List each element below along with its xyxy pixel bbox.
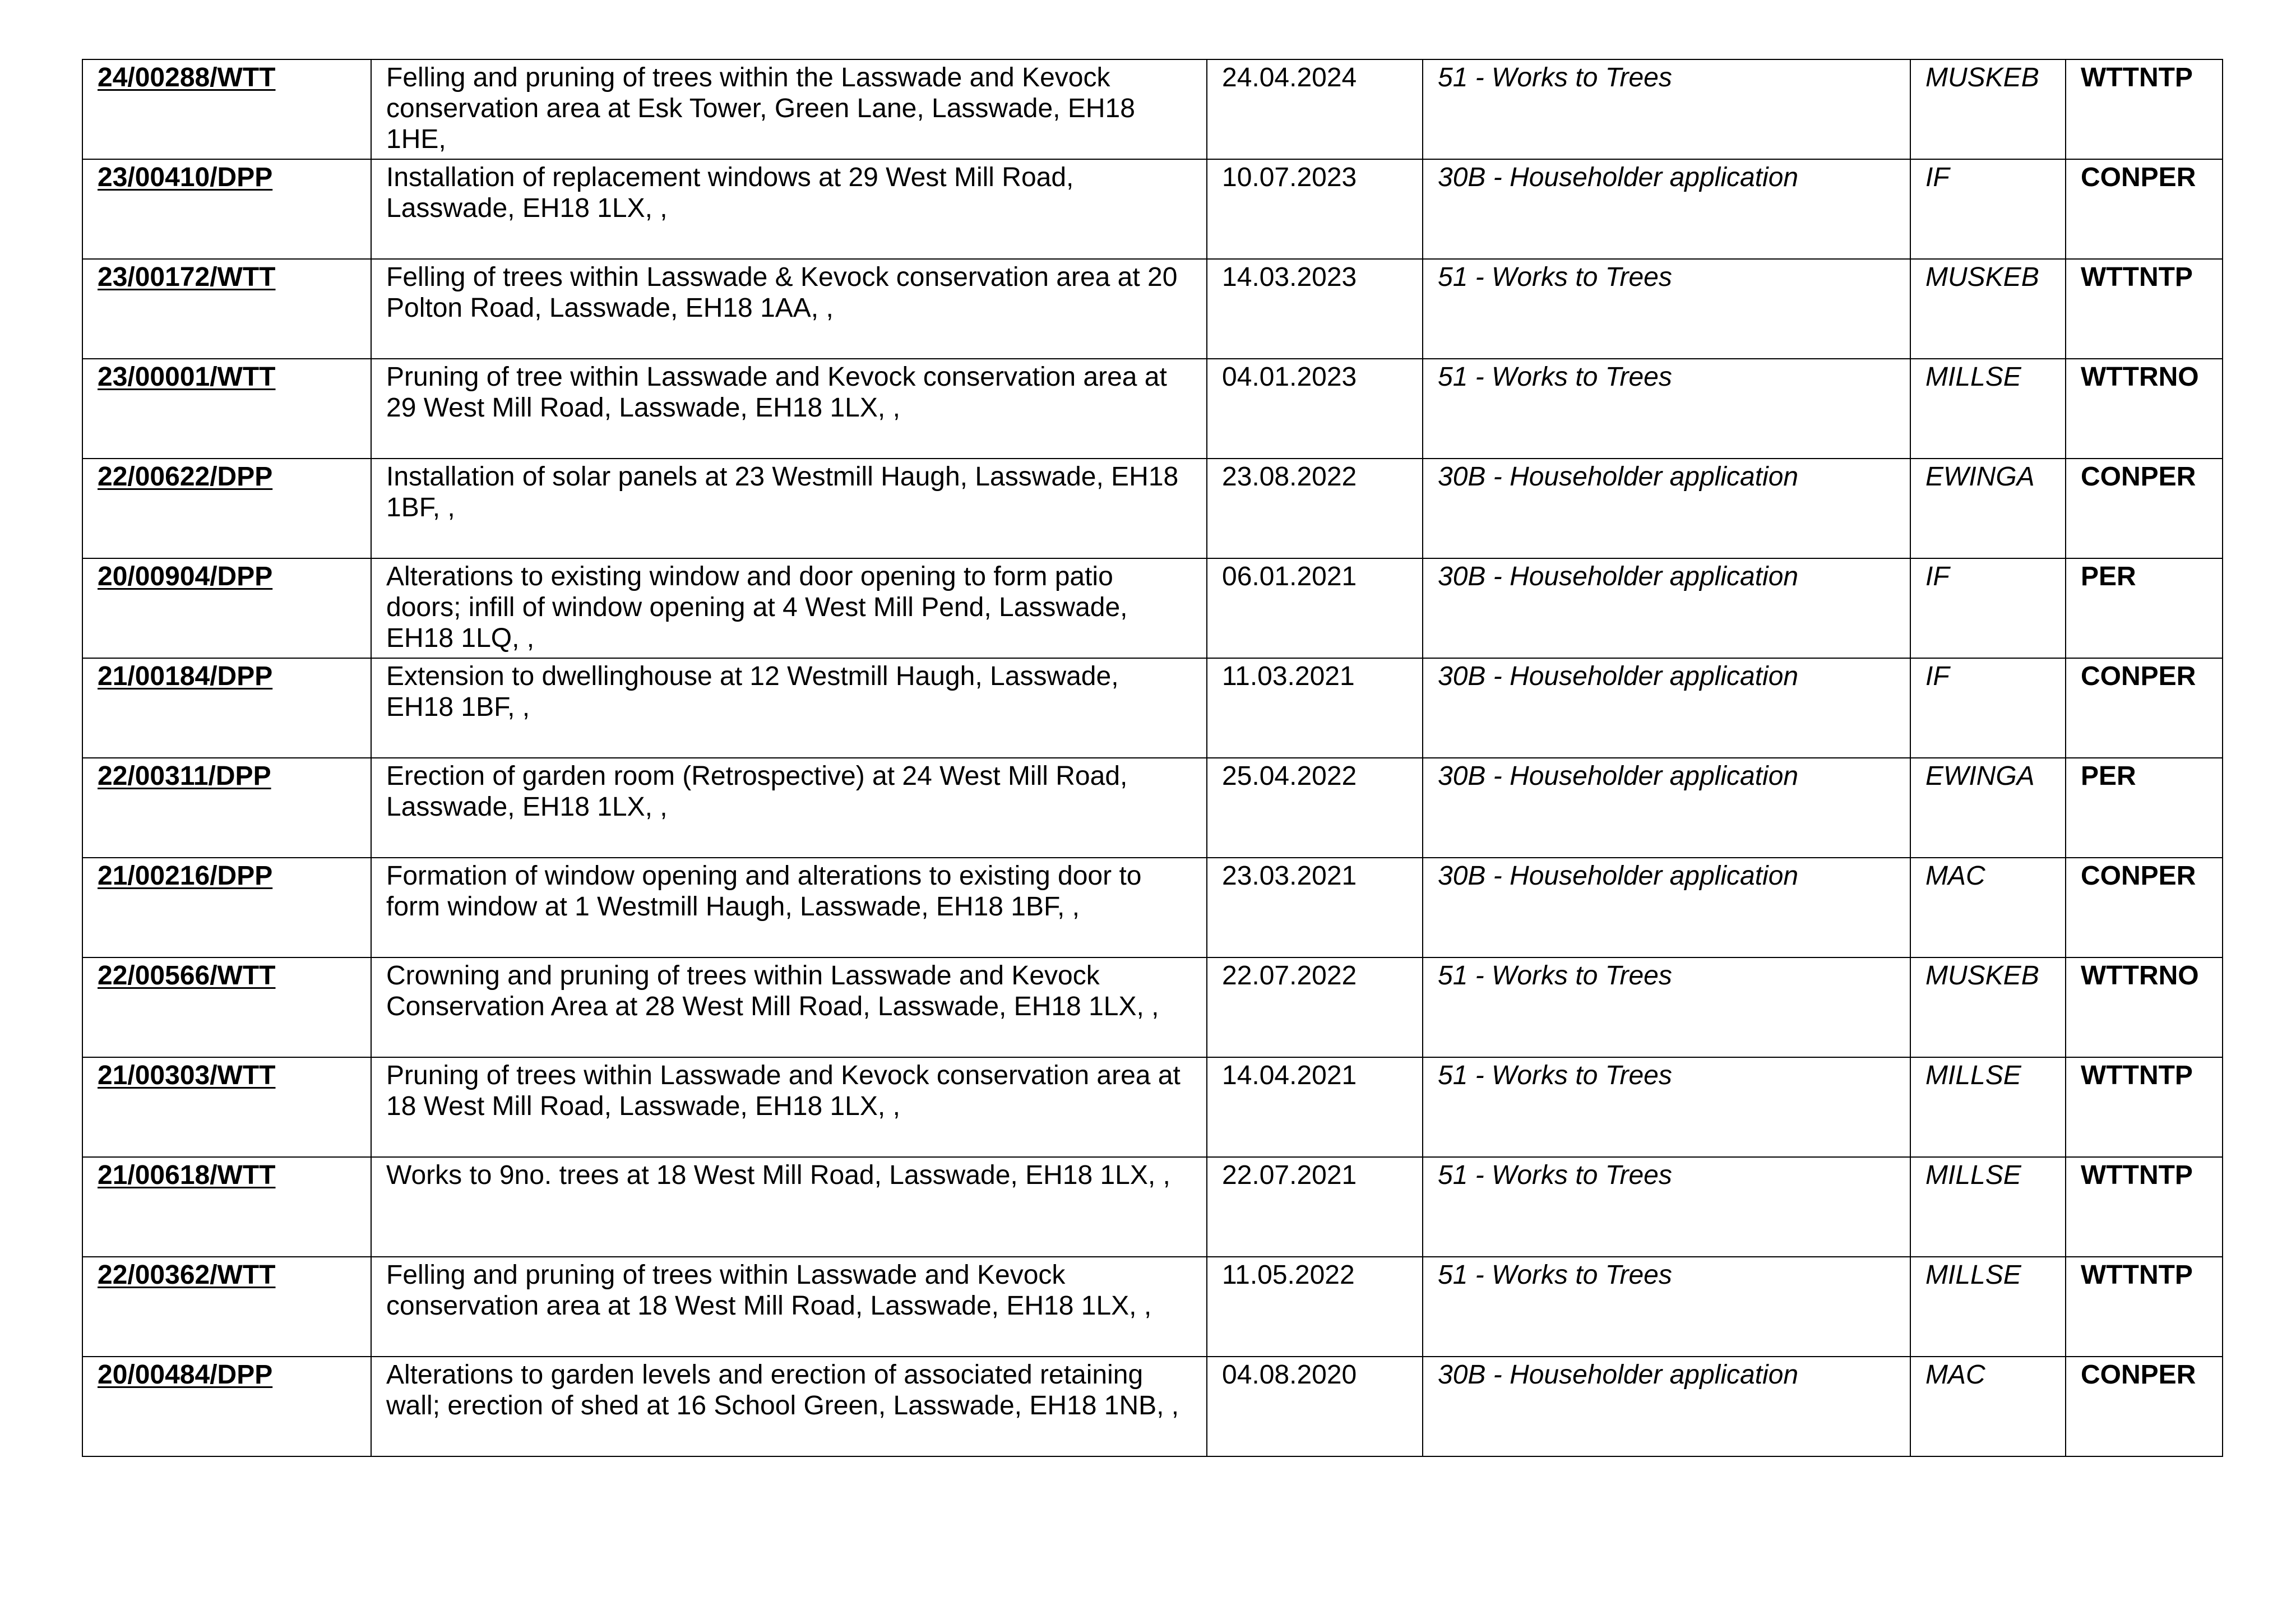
- date-cell: 14.04.2021: [1207, 1057, 1423, 1157]
- application-reference-link[interactable]: 23/00001/WTT: [98, 362, 276, 392]
- application-reference-link[interactable]: 22/00566/WTT: [98, 961, 276, 991]
- decision-cell: WTTNTP: [2066, 1157, 2223, 1257]
- table-row: [82, 758, 2223, 858]
- officer-cell: EWINGA: [1910, 758, 2066, 858]
- officer-cell: MILLSE: [1910, 359, 2066, 459]
- description-cell: Crowning and pruning of trees within Lasswade and Kevock Conservation Area at 28 West Mill Road, Lasswade, EH18 1LX, ,: [371, 957, 1207, 1057]
- reference-cell: [82, 359, 371, 459]
- date-cell: 11.05.2022: [1207, 1257, 1423, 1357]
- application-type-cell: 51 - Works to Trees: [1423, 1257, 1910, 1357]
- decision-cell: WTTRNO: [2066, 359, 2223, 459]
- date-cell: 25.04.2022: [1207, 758, 1423, 858]
- description-cell: Felling of trees within Lasswade & Kevock conservation area at 20 Polton Road, Lasswade, EH18 1AA, ,: [371, 259, 1207, 359]
- table-row: [82, 1257, 2223, 1357]
- officer-cell: MAC: [1910, 1357, 2066, 1456]
- table-row: [82, 558, 2223, 658]
- table-body: [82, 59, 2223, 1456]
- date-cell: 04.01.2023: [1207, 359, 1423, 459]
- decision-cell: CONPER: [2066, 858, 2223, 957]
- date-cell: 14.03.2023: [1207, 259, 1423, 359]
- application-reference-link[interactable]: 21/00216/DPP: [98, 861, 273, 891]
- date-cell: 04.08.2020: [1207, 1357, 1423, 1456]
- application-reference-link[interactable]: 22/00622/DPP: [98, 462, 273, 492]
- table-row: [82, 259, 2223, 359]
- decision-cell: WTTNTP: [2066, 1057, 2223, 1157]
- decision-cell: WTTNTP: [2066, 59, 2223, 159]
- application-reference-link[interactable]: 23/00410/DPP: [98, 163, 273, 192]
- decision-cell: WTTNTP: [2066, 1257, 2223, 1357]
- table-row: [82, 59, 2223, 159]
- application-type-cell: 51 - Works to Trees: [1423, 59, 1910, 159]
- application-reference-link[interactable]: 21/00184/DPP: [98, 661, 273, 691]
- application-reference-link[interactable]: 24/00288/WTT: [98, 63, 276, 92]
- officer-cell: MILLSE: [1910, 1057, 2066, 1157]
- application-type-cell: 30B - Householder application: [1423, 459, 1910, 558]
- description-cell: Alterations to existing window and door opening to form patio doors; infill of window opening at 4 West Mill Pend, Lasswade, EH18 1LQ, ,: [371, 558, 1207, 658]
- description-cell: Formation of window opening and alterations to existing door to form window at 1 Westmill Haugh, Lasswade, EH18 1BF, ,: [371, 858, 1207, 957]
- table-row: [82, 957, 2223, 1057]
- table-row: [82, 359, 2223, 459]
- decision-cell: WTTNTP: [2066, 259, 2223, 359]
- table-row: [82, 459, 2223, 558]
- table-row: [82, 159, 2223, 259]
- table-row: [82, 858, 2223, 957]
- description-cell: Erection of garden room (Retrospective) at 24 West Mill Road, Lasswade, EH18 1LX, ,: [371, 758, 1207, 858]
- decision-cell: PER: [2066, 558, 2223, 658]
- description-cell: Felling and pruning of trees within the Lasswade and Kevock conservation area at Esk Tower, Green Lane, Lasswade, EH18 1HE,: [371, 59, 1207, 159]
- date-cell: 23.08.2022: [1207, 459, 1423, 558]
- date-cell: 11.03.2021: [1207, 658, 1423, 758]
- reference-cell: [82, 459, 371, 558]
- application-type-cell: 30B - Householder application: [1423, 758, 1910, 858]
- officer-cell: MUSKEB: [1910, 259, 2066, 359]
- reference-cell: [82, 957, 371, 1057]
- application-type-cell: 51 - Works to Trees: [1423, 957, 1910, 1057]
- date-cell: 06.01.2021: [1207, 558, 1423, 658]
- decision-cell: CONPER: [2066, 658, 2223, 758]
- description-cell: Pruning of trees within Lasswade and Kevock conservation area at 18 West Mill Road, Lasswade, EH18 1LX, ,: [371, 1057, 1207, 1157]
- decision-cell: CONPER: [2066, 1357, 2223, 1456]
- reference-cell: [82, 59, 371, 159]
- description-cell: Works to 9no. trees at 18 West Mill Road, Lasswade, EH18 1LX, ,: [371, 1157, 1207, 1257]
- application-type-cell: 51 - Works to Trees: [1423, 259, 1910, 359]
- application-reference-link[interactable]: 20/00484/DPP: [98, 1360, 273, 1390]
- reference-cell: [82, 1157, 371, 1257]
- reference-cell: [82, 259, 371, 359]
- officer-cell: MUSKEB: [1910, 59, 2066, 159]
- decision-cell: PER: [2066, 758, 2223, 858]
- date-cell: 22.07.2021: [1207, 1157, 1423, 1257]
- reference-cell: [82, 858, 371, 957]
- application-reference-link[interactable]: 21/00618/WTT: [98, 1160, 276, 1190]
- application-reference-link[interactable]: 20/00904/DPP: [98, 562, 273, 591]
- officer-cell: IF: [1910, 159, 2066, 259]
- officer-cell: MAC: [1910, 858, 2066, 957]
- date-cell: 23.03.2021: [1207, 858, 1423, 957]
- application-type-cell: 30B - Householder application: [1423, 858, 1910, 957]
- date-cell: 10.07.2023: [1207, 159, 1423, 259]
- description-cell: Installation of replacement windows at 29 West Mill Road, Lasswade, EH18 1LX, ,: [371, 159, 1207, 259]
- description-cell: Pruning of tree within Lasswade and Kevock conservation area at 29 West Mill Road, Lasswade, EH18 1LX, ,: [371, 359, 1207, 459]
- application-type-cell: 51 - Works to Trees: [1423, 359, 1910, 459]
- table-row: [82, 658, 2223, 758]
- description-cell: Installation of solar panels at 23 Westmill Haugh, Lasswade, EH18 1BF, ,: [371, 459, 1207, 558]
- application-reference-link[interactable]: 22/00362/WTT: [98, 1260, 276, 1290]
- application-reference-link[interactable]: 23/00172/WTT: [98, 262, 276, 292]
- decision-cell: CONPER: [2066, 459, 2223, 558]
- table-row: [82, 1357, 2223, 1456]
- application-type-cell: 51 - Works to Trees: [1423, 1057, 1910, 1157]
- reference-cell: [82, 558, 371, 658]
- date-cell: 22.07.2022: [1207, 957, 1423, 1057]
- application-type-cell: 51 - Works to Trees: [1423, 1157, 1910, 1257]
- reference-cell: [82, 658, 371, 758]
- officer-cell: MUSKEB: [1910, 957, 2066, 1057]
- table-row: [82, 1057, 2223, 1157]
- decision-cell: CONPER: [2066, 159, 2223, 259]
- reference-cell: [82, 1357, 371, 1456]
- application-type-cell: 30B - Householder application: [1423, 1357, 1910, 1456]
- date-cell: 24.04.2024: [1207, 59, 1423, 159]
- reference-cell: [82, 1057, 371, 1157]
- description-cell: Felling and pruning of trees within Lasswade and Kevock conservation area at 18 West Mill Road, Lasswade, EH18 1LX, ,: [371, 1257, 1207, 1357]
- description-cell: Alterations to garden levels and erection of associated retaining wall; erection of shed at 16 School Green, Lasswade, EH18 1NB, ,: [371, 1357, 1207, 1456]
- officer-cell: IF: [1910, 658, 2066, 758]
- reference-cell: [82, 159, 371, 259]
- table-row: [82, 1157, 2223, 1257]
- reference-cell: [82, 758, 371, 858]
- application-type-cell: 30B - Householder application: [1423, 658, 1910, 758]
- planning-applications-table: [82, 59, 2223, 1457]
- officer-cell: IF: [1910, 558, 2066, 658]
- application-reference-link[interactable]: 21/00303/WTT: [98, 1061, 276, 1090]
- decision-cell: WTTRNO: [2066, 957, 2223, 1057]
- application-type-cell: 30B - Householder application: [1423, 159, 1910, 259]
- officer-cell: MILLSE: [1910, 1257, 2066, 1357]
- officer-cell: EWINGA: [1910, 459, 2066, 558]
- application-type-cell: 30B - Householder application: [1423, 558, 1910, 658]
- officer-cell: MILLSE: [1910, 1157, 2066, 1257]
- application-reference-link[interactable]: 22/00311/DPP: [98, 761, 271, 791]
- reference-cell: [82, 1257, 371, 1357]
- description-cell: Extension to dwellinghouse at 12 Westmill Haugh, Lasswade, EH18 1BF, ,: [371, 658, 1207, 758]
